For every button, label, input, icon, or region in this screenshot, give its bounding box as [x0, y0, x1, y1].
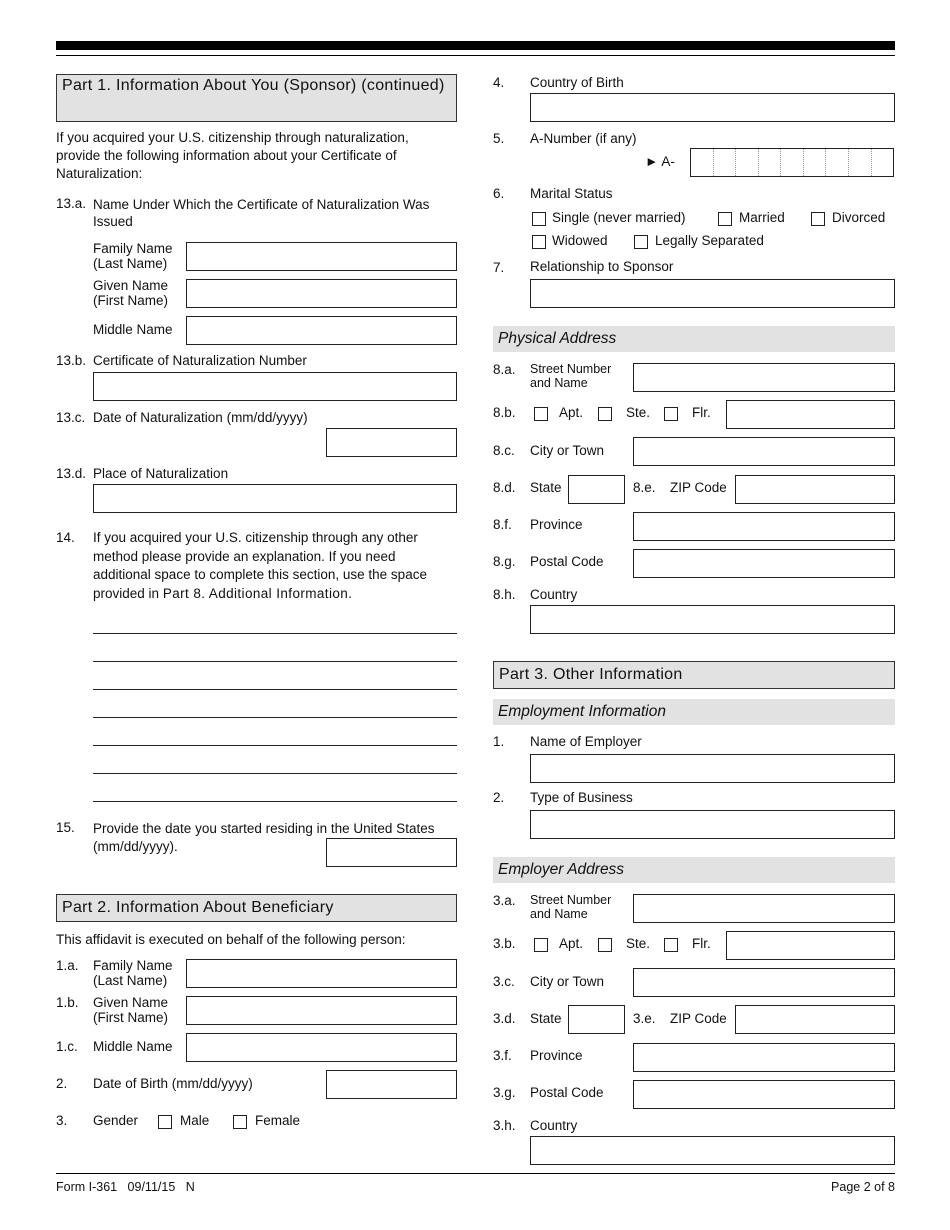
married-checkbox[interactable] — [718, 212, 732, 226]
cert-family-name-input[interactable] — [186, 242, 457, 271]
naturalization-date-input[interactable] — [326, 428, 457, 457]
beneficiary-family-name-label: Family Name (Last Name) — [93, 958, 173, 988]
q1b-number: 1.b. — [56, 995, 79, 1010]
beneficiary-dob-input[interactable] — [326, 1070, 457, 1099]
legally-separated-checkbox[interactable] — [634, 235, 648, 249]
q13c-number: 13.c. — [56, 410, 86, 425]
q8f-number: 8.f. — [493, 517, 512, 532]
married-label: Married — [739, 210, 785, 225]
q3a-number: 3.a. — [493, 893, 516, 908]
gender-male-label: Male — [180, 1113, 210, 1128]
explanation-line[interactable] — [93, 717, 457, 718]
q3b-number: 3.b. — [493, 936, 516, 951]
beneficiary-given-name-input[interactable] — [186, 996, 457, 1025]
gender-label: Gender — [93, 1113, 139, 1128]
employer-city-input[interactable] — [633, 968, 895, 997]
middle-name-label: Middle Name — [93, 322, 173, 337]
form-identifier: Form I-361 09/11/15 N — [56, 1180, 195, 1194]
employer-apt-label: Apt. — [559, 936, 584, 951]
employer-province-input[interactable] — [633, 1043, 895, 1072]
q13d-number: 13.d. — [56, 466, 87, 481]
physical-ste-checkbox[interactable] — [598, 407, 612, 421]
a-number-prefix: ► A- — [645, 154, 675, 169]
beneficiary-dob-label: Date of Birth (mm/dd/yyyy) — [93, 1076, 253, 1091]
employer-zip-input[interactable] — [735, 1005, 895, 1034]
q14-number: 14. — [56, 530, 75, 545]
gender-female-checkbox[interactable] — [233, 1115, 247, 1129]
q15-label: Provide the date you started residing in the United States (mm/dd/yyyy). — [93, 821, 435, 854]
q13d-label: Place of Naturalization — [93, 466, 229, 481]
beneficiary-given-name-label: Given Name (First Name) — [93, 995, 169, 1025]
footer-rule — [56, 1173, 895, 1174]
employment-info-header: Employment Information — [493, 699, 895, 725]
single-checkbox[interactable] — [532, 212, 546, 226]
employer-state-label: State — [530, 1011, 562, 1026]
physical-apt-checkbox[interactable] — [534, 407, 548, 421]
employer-city-label: City or Town — [530, 974, 605, 989]
q3f-number: 3.f. — [493, 1048, 512, 1063]
gender-male-checkbox[interactable] — [158, 1115, 172, 1129]
legally-separated-label: Legally Separated — [655, 233, 764, 248]
physical-unit-input[interactable] — [726, 400, 895, 429]
q1a-number: 1.a. — [56, 958, 79, 973]
q8e-number: 8.e. — [633, 480, 656, 495]
given-name-label: Given Name (First Name) — [93, 278, 169, 308]
q3c-number: 3.c. — [493, 974, 515, 989]
q14-label: If you acquired your U.S. citizenship through any other method please provide an explanation. If you need additional space to complete this section, use the space provided in Part 8. Additional Information. — [93, 530, 427, 601]
physical-postal-input[interactable] — [633, 549, 895, 578]
postal-code-label: Postal Code — [530, 554, 604, 569]
state-label: State — [530, 480, 562, 495]
top-rule — [56, 41, 895, 50]
single-label: Single (never married) — [552, 210, 686, 225]
employer-apt-checkbox[interactable] — [534, 938, 548, 952]
q4-number: 4. — [493, 75, 505, 90]
employer-ste-checkbox[interactable] — [598, 938, 612, 952]
q13a-label: Name Under Which the Certificate of Naturalization Was Issued — [93, 197, 430, 229]
physical-address-header: Physical Address — [493, 326, 895, 352]
employer-postal-label: Postal Code — [530, 1085, 604, 1100]
employer-state-input[interactable] — [568, 1005, 625, 1034]
q15-number: 15. — [56, 820, 75, 835]
top-rule-thin — [56, 55, 895, 56]
part3-q2-number: 2. — [493, 790, 505, 805]
widowed-checkbox[interactable] — [532, 235, 546, 249]
employer-country-input[interactable] — [530, 1136, 895, 1165]
physical-province-input[interactable] — [633, 512, 895, 541]
explanation-line[interactable] — [93, 745, 457, 746]
q14-part8-reference: Part 8. Additional Information — [162, 585, 349, 601]
q8h-number: 8.h. — [493, 587, 516, 602]
ste-label: Ste. — [626, 405, 651, 420]
zip-label: ZIP Code — [670, 480, 727, 495]
business-type-label: Type of Business — [530, 790, 633, 805]
physical-street-input[interactable] — [633, 363, 895, 392]
explanation-line[interactable] — [93, 689, 457, 690]
employer-unit-input[interactable] — [726, 931, 895, 960]
explanation-line[interactable] — [93, 633, 457, 634]
q13a-number: 13.a. — [56, 196, 87, 211]
beneficiary-family-name-input[interactable] — [186, 959, 457, 988]
business-type-input[interactable] — [530, 810, 895, 839]
q1c-number: 1.c. — [56, 1039, 78, 1054]
explanation-line[interactable] — [93, 801, 457, 802]
country-label: Country — [530, 587, 578, 602]
page-number: Page 2 of 8 — [831, 1180, 895, 1194]
beneficiary-middle-name-input[interactable] — [186, 1033, 457, 1062]
employer-street-label: Street Number and Name — [530, 893, 612, 921]
q7-number: 7. — [493, 260, 505, 275]
relationship-label: Relationship to Sponsor — [530, 259, 674, 274]
employer-name-input[interactable] — [530, 754, 895, 783]
part3-header: Part 3. Other Information — [493, 661, 895, 689]
a-number-label: A-Number (if any) — [530, 131, 637, 146]
q8g-number: 8.g. — [493, 554, 516, 569]
physical-zip-input[interactable] — [735, 475, 895, 504]
q5-number: 5. — [493, 131, 505, 146]
employer-zip-label: ZIP Code — [670, 1011, 727, 1026]
part1-header: Part 1. Information About You (Sponsor) (continued) — [56, 74, 457, 122]
q8b-number: 8.b. — [493, 405, 516, 420]
employer-address-header: Employer Address — [493, 857, 895, 883]
street-label: Street Number and Name — [530, 362, 612, 390]
cert-given-name-input[interactable] — [186, 279, 457, 308]
q3h-number: 3.h. — [493, 1118, 516, 1133]
marital-status-label: Marital Status — [530, 186, 613, 201]
employer-flr-checkbox[interactable] — [664, 938, 678, 952]
q13b-number: 13.b. — [56, 353, 87, 368]
employer-country-label: Country — [530, 1118, 578, 1133]
widowed-label: Widowed — [552, 233, 608, 248]
q8d-number: 8.d. — [493, 480, 516, 495]
gender-female-label: Female — [255, 1113, 301, 1128]
part1-intro: If you acquired your U.S. citizenship through naturalization, provide the following information about your Certificate of Naturalization: — [56, 130, 409, 181]
us-residence-date-input[interactable] — [326, 838, 457, 867]
cert-middle-name-input[interactable] — [186, 316, 457, 345]
q3d-number: 3.d. — [493, 1011, 516, 1026]
employer-name-label: Name of Employer — [530, 734, 642, 749]
naturalization-place-input[interactable] — [93, 484, 457, 513]
beneficiary-middle-name-label: Middle Name — [93, 1039, 173, 1054]
q13c-label: Date of Naturalization (mm/dd/yyyy) — [93, 410, 308, 425]
apt-label: Apt. — [559, 405, 584, 420]
divorced-checkbox[interactable] — [811, 212, 825, 226]
employer-postal-input[interactable] — [633, 1080, 895, 1109]
q6-number: 6. — [493, 186, 505, 201]
employer-province-label: Province — [530, 1048, 583, 1063]
explanation-line[interactable] — [93, 773, 457, 774]
q3-number: 3. — [56, 1113, 68, 1128]
a-number-input[interactable] — [690, 148, 894, 177]
q2-number: 2. — [56, 1076, 68, 1091]
part2-intro: This affidavit is executed on behalf of the following person: — [56, 932, 406, 947]
explanation-line[interactable] — [93, 661, 457, 662]
employer-street-input[interactable] — [633, 894, 895, 923]
q13b-label: Certificate of Naturalization Number — [93, 353, 307, 368]
physical-country-input[interactable] — [530, 605, 895, 634]
part2-header: Part 2. Information About Beneficiary — [56, 894, 457, 922]
flr-label: Flr. — [692, 405, 711, 420]
q8c-number: 8.c. — [493, 443, 515, 458]
employer-flr-label: Flr. — [692, 936, 711, 951]
country-of-birth-input[interactable] — [530, 93, 895, 122]
q3g-number: 3.g. — [493, 1085, 516, 1100]
cert-number-input[interactable] — [93, 372, 457, 401]
physical-state-input[interactable] — [568, 475, 625, 504]
physical-city-input[interactable] — [633, 437, 895, 466]
relationship-input[interactable] — [530, 279, 895, 308]
physical-flr-checkbox[interactable] — [664, 407, 678, 421]
city-label: City or Town — [530, 443, 605, 458]
employer-ste-label: Ste. — [626, 936, 651, 951]
country-of-birth-label: Country of Birth — [530, 75, 624, 90]
family-name-label: Family Name (Last Name) — [93, 241, 173, 271]
q8a-number: 8.a. — [493, 362, 516, 377]
part3-q1-number: 1. — [493, 734, 505, 749]
province-label: Province — [530, 517, 583, 532]
divorced-label: Divorced — [832, 210, 886, 225]
q3e-number: 3.e. — [633, 1011, 656, 1026]
